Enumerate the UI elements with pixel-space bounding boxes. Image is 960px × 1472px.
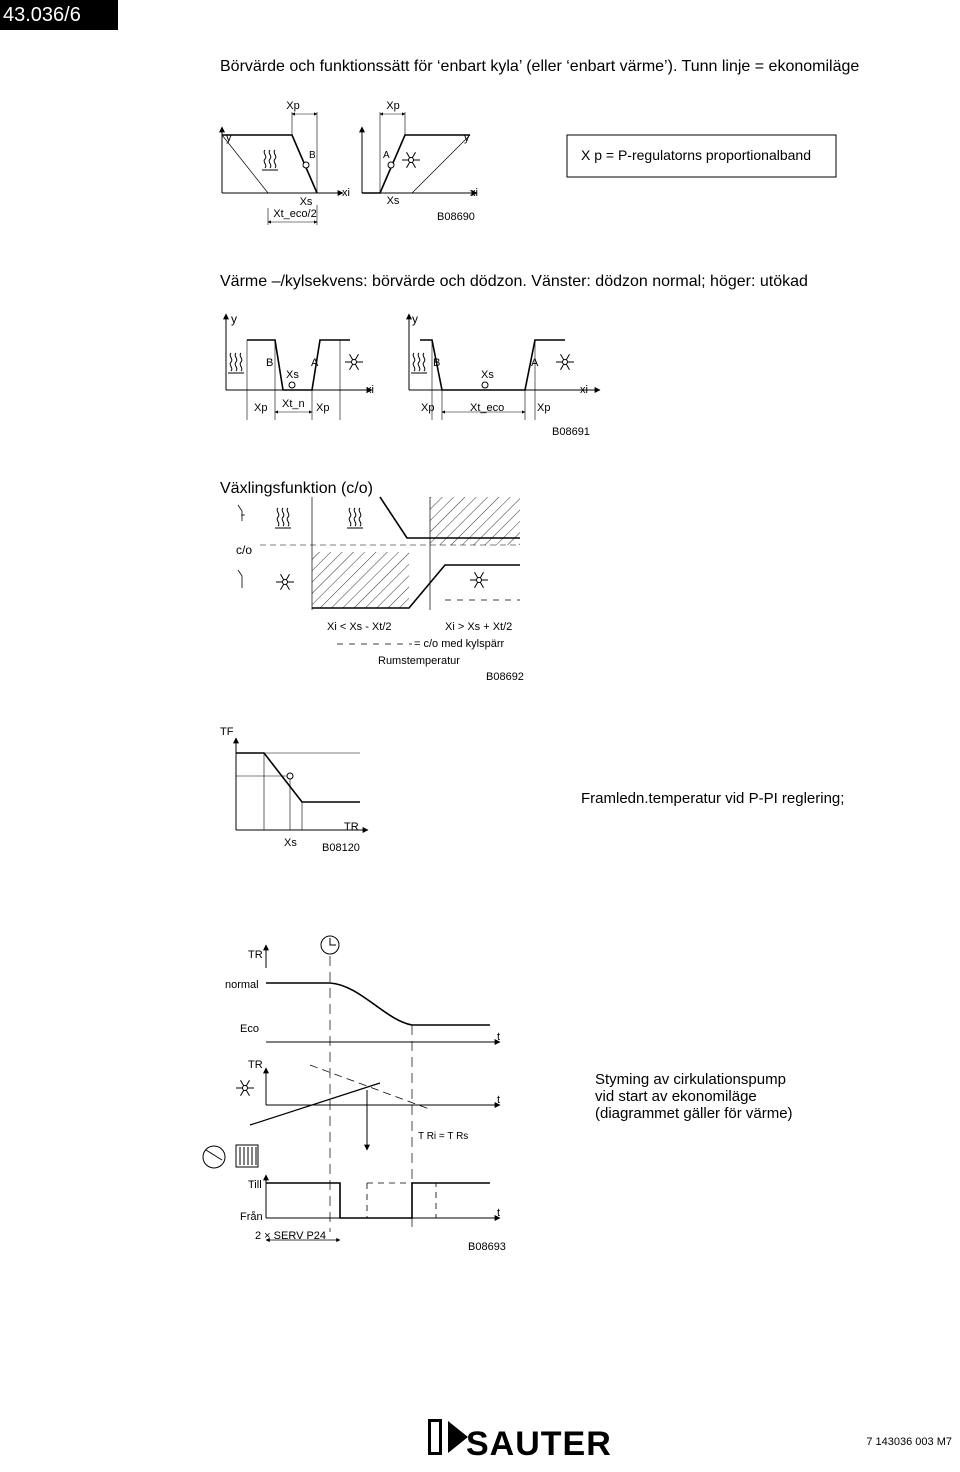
section4-caption: Framledn.temperatur vid P-PI reglering; bbox=[581, 790, 845, 807]
svg-text:xi: xi bbox=[366, 384, 374, 396]
fig-B08120 bbox=[220, 726, 368, 854]
logo-arrow-icon bbox=[448, 1421, 468, 1453]
s1-a-label: A bbox=[383, 150, 390, 161]
brand-name: SAUTER bbox=[466, 1425, 612, 1463]
page-number: 43.036/6 bbox=[3, 4, 81, 26]
svg-text:Xp: Xp bbox=[254, 402, 268, 414]
s1-xs-left: Xs bbox=[299, 196, 313, 208]
svg-text:Xs: Xs bbox=[284, 837, 297, 849]
svg-text:TR: TR bbox=[248, 1059, 263, 1071]
section3-caption: Växlingsfunktion (c/o) bbox=[220, 480, 373, 497]
fig-B08692 bbox=[236, 497, 524, 683]
svg-text:Till: Till bbox=[248, 1179, 262, 1191]
s1-xteco: Xt_eco/2 bbox=[273, 208, 317, 220]
s1-xp-right: Xp bbox=[386, 100, 400, 112]
svg-text:Xt_n: Xt_n bbox=[282, 398, 305, 410]
sauter-logo bbox=[428, 1413, 638, 1468]
fig-B08691 bbox=[226, 312, 600, 438]
s1-xs-right: Xs bbox=[386, 195, 400, 207]
svg-text:B: B bbox=[266, 357, 274, 369]
s4-figure-id: B08120 bbox=[322, 842, 360, 854]
s2-curve-right bbox=[420, 340, 565, 390]
svg-text:Xp: Xp bbox=[421, 402, 435, 414]
s5-figure-id: B08693 bbox=[468, 1241, 506, 1253]
svg-text:Eco: Eco bbox=[240, 1023, 259, 1035]
s1-xi-left: xi bbox=[342, 187, 350, 199]
doc-code: 7 143036 003 M7 bbox=[866, 1436, 952, 1448]
svg-text:Från: Från bbox=[240, 1211, 263, 1223]
svg-text:Xs: Xs bbox=[286, 369, 299, 381]
svg-text:xi: xi bbox=[580, 384, 588, 396]
s1-legend: X p = P-regulatorns proportionalband bbox=[581, 147, 811, 163]
fig-B08690 bbox=[222, 100, 836, 225]
pump-note-line-3: (diagrammet gäller för värme) bbox=[595, 1105, 793, 1122]
svg-text:y: y bbox=[412, 312, 418, 326]
svg-text:Xs: Xs bbox=[481, 369, 494, 381]
svg-text:Rumstemperatur: Rumstemperatur bbox=[378, 655, 460, 667]
fig-B08693 bbox=[203, 936, 506, 1253]
svg-text:A: A bbox=[311, 357, 319, 369]
pump-note-line-2: vid start av ekonomiläge bbox=[595, 1088, 757, 1105]
svg-text:Xp: Xp bbox=[537, 402, 551, 414]
svg-text:y: y bbox=[231, 312, 237, 326]
s1-figure-id: B08690 bbox=[437, 211, 475, 223]
s1-curve-right bbox=[362, 135, 470, 193]
svg-text:TR: TR bbox=[248, 949, 263, 961]
s1-y-right: y bbox=[464, 132, 470, 144]
svg-text:TR: TR bbox=[344, 821, 359, 833]
s1-b-label: B bbox=[309, 150, 316, 161]
svg-text:t: t bbox=[497, 1094, 501, 1106]
svg-text:= c/o med kylspärr: = c/o med kylspärr bbox=[414, 638, 505, 650]
svg-text:T Ri = T Rs: T Ri = T Rs bbox=[418, 1131, 469, 1142]
s3-hatch-cool bbox=[312, 552, 409, 608]
svg-text:Xi > Xs + Xt/2: Xi > Xs + Xt/2 bbox=[445, 621, 513, 633]
svg-text:t: t bbox=[497, 1031, 501, 1043]
svg-text:t: t bbox=[497, 1207, 501, 1219]
svg-text:B: B bbox=[433, 357, 441, 369]
svg-text:normal: normal bbox=[225, 979, 259, 991]
section2-caption: Värme –/kylsekvens: börvärde och dödzon. Vänster: dödzon normal; höger: utökad bbox=[220, 273, 808, 290]
s1-xi-right: xi bbox=[470, 187, 478, 199]
s3-co-label: c/o bbox=[236, 543, 253, 557]
pump-note-line-1: Styming av cirkulationspump bbox=[595, 1071, 786, 1088]
svg-text:Xi < Xs - Xt/2: Xi < Xs - Xt/2 bbox=[327, 621, 392, 633]
s1-y-left: y bbox=[226, 132, 232, 144]
svg-text:2 × SERV P24: 2 × SERV P24 bbox=[255, 1230, 327, 1242]
svg-text:A: A bbox=[531, 357, 539, 369]
svg-text:Xp: Xp bbox=[316, 402, 330, 414]
svg-text:Xt_eco: Xt_eco bbox=[470, 402, 505, 414]
s2-curve-left bbox=[247, 340, 350, 390]
s4-tf-label: TF bbox=[220, 726, 234, 738]
s3-figure-id: B08692 bbox=[486, 671, 524, 683]
s1-xp-left: Xp bbox=[286, 100, 300, 112]
s2-figure-id: B08691 bbox=[552, 426, 590, 438]
section1-caption: Börvärde och funktionssätt för ‘enbart kyla’ (eller ‘enbart värme’). Tunn linje = ekonomiläge bbox=[220, 58, 860, 75]
